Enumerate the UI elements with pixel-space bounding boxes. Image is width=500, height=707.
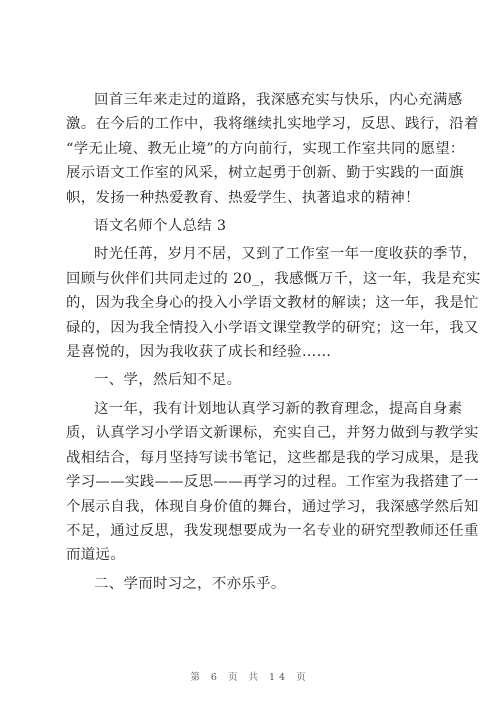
subheading-text: 一、学，然后知不足。 bbox=[94, 372, 242, 389]
text-line: 是喜悦的，因为我收获了成长和经验…… bbox=[66, 344, 332, 361]
text-line: 而道远。 bbox=[66, 547, 125, 564]
subheading-two bbox=[66, 572, 436, 596]
text-line: 学习——实践——反思——再学习的过程。工作室为我搭建了一 bbox=[66, 474, 479, 491]
paragraph-conclusion bbox=[66, 88, 479, 210]
text-line: 这一年，我有计划地认真学习新的教育理念，提高自身素 bbox=[94, 400, 463, 417]
text-line: 的，因为我全身心的投入小学语文教材的解读；这一年，我是忙 bbox=[66, 295, 479, 312]
text-line: 回顾与伙伴们共同走过的 20_，我感慨万千，这一年，我是充实 bbox=[66, 270, 481, 287]
text-line: 不足，通过反思，我发现想要成为一名专业的研究型教师还任重 bbox=[66, 522, 479, 539]
text-line: 激。在今后的工作中，我将继续扎实地学习，反思、践行，沿着 bbox=[66, 116, 479, 133]
text-line: 个展示自我，体现自身价值的舞台，通过学习，我深感学然后知 bbox=[66, 498, 479, 515]
page-number-footer: 第 6 页 共 14 页 bbox=[190, 672, 310, 683]
subheading-one bbox=[66, 368, 436, 392]
text-line: “学无止境、教无止境”的方向前行，实现工作室共同的愿望： bbox=[66, 140, 465, 157]
text-line: 帜，发扬一种热爱教育、热爱学生、执著追求的精神！ bbox=[66, 189, 420, 206]
subheading-text: 二、学而时习之，不亦乐乎。 bbox=[94, 575, 286, 592]
text-line: 碌的，因为我全情投入小学语文课堂教学的研究；这一年，我又 bbox=[66, 319, 479, 336]
paragraph-intro bbox=[66, 242, 481, 364]
text-line: 回首三年来走过的道路，我深感充实与快乐，内心充满感 bbox=[94, 92, 463, 108]
text-line: 质，认真学习小学语文新课标，充实自己，并努力做到与教学实 bbox=[66, 425, 479, 442]
text-line: 展示语文工作室的风采，树立起勇于创新、勤于实践的一面旗 bbox=[66, 165, 464, 182]
document-body bbox=[66, 88, 481, 600]
section-title: 语文名师个人总结 3 bbox=[94, 218, 227, 235]
text-line: 时光任苒，岁月不居，又到了工作室一年一度收获的季节， bbox=[94, 246, 478, 263]
text-line: 战相结合，每月坚持写读书笔记，这些都是我的学习成果，是我 bbox=[66, 449, 479, 466]
paragraph-learning bbox=[66, 397, 479, 568]
section-heading bbox=[66, 214, 436, 238]
